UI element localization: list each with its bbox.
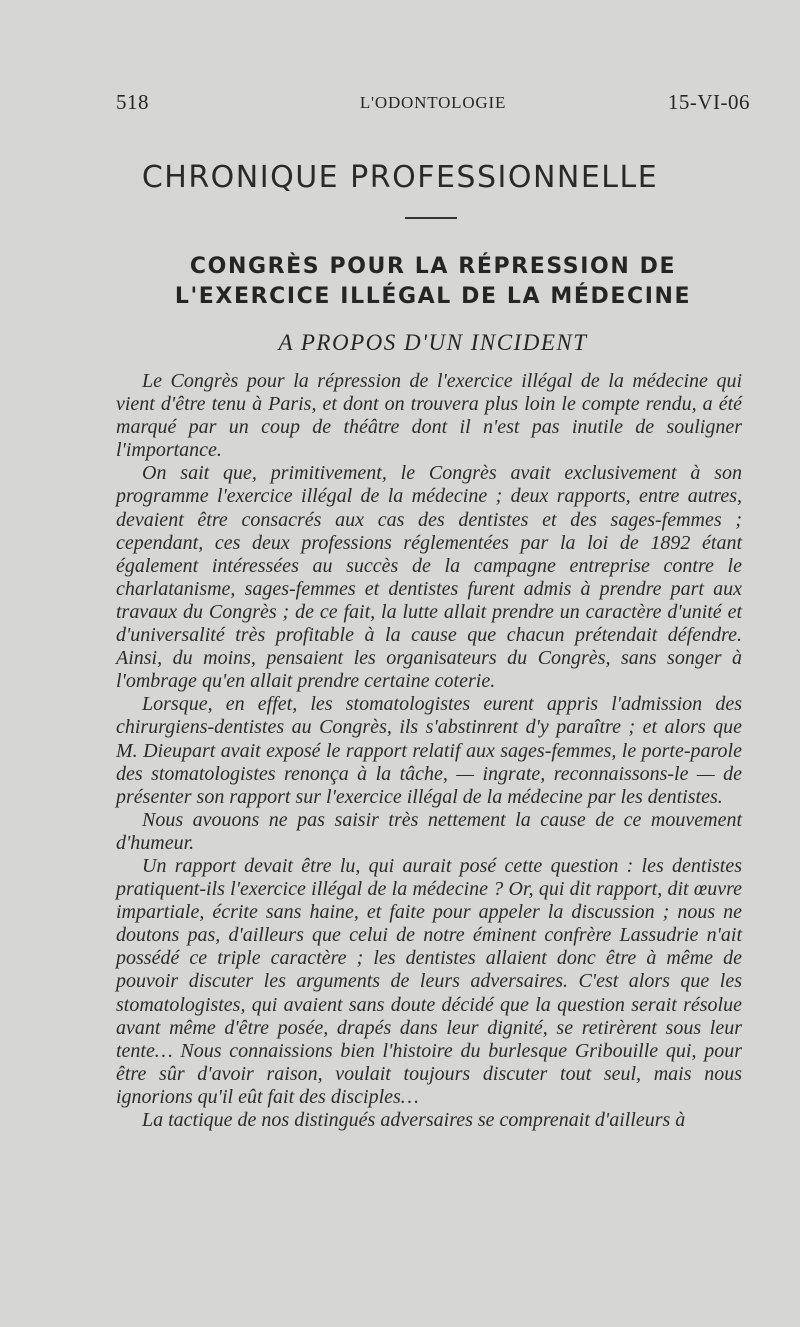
paragraph: On sait que, primitivement, le Congrès avait exclusivement à son programme l'exercice illégal de la médecine ; deux rapports, entre autres, devaient être consacrés aux cas des dentistes et des sages-femmes ; cependant, ces deux professions réglementées par la loi de 1892 étant également intéressées au succès de la campagne entreprise contre le charlatanisme, sages-femmes et dentistes furent admis à prendre part aux travaux du Congrès ; de ce fait, la lutte allait prendre un caractère d'unité et d'universalité très profitable à la cause que chacun prétendait défendre. Ainsi, du moins, pensaient les organisateurs du Congrès, sans songer à l'ombrage qu'en allait prendre certaine coterie.	[116, 462, 742, 693]
running-head	[116, 90, 750, 120]
paragraph: Le Congrès pour la répression de l'exercice illégal de la médecine qui vient d'être tenu à Paris, et dont on trouvera plus loin le compte rendu, a été marqué par un coup de théâtre dont il n'est pas inutile de souligner l'importance.	[116, 370, 742, 462]
paragraph: La tactique de nos distingués adversaires se comprenait d'ailleurs à	[142, 1109, 686, 1131]
issue-date: 15-VI-06	[667, 90, 750, 114]
paragraph: Lorsque, en effet, les stomatologistes eurent appris l'admission des chirurgiens-dentistes au Congrès, ils s'abstinrent d'y paraître ; et alors que M. Dieupart avait exposé le rapport relatif aux sages-femmes, le porte-parole des stomatologistes renonça à la tâche, — ingrate, reconnaissons-le — de présenter son rapport sur l'exercice illégal de la médecine par les dentistes.	[116, 693, 742, 808]
paragraph: Nous avouons ne pas saisir très nettement la cause de ce mouvement d'humeur.	[116, 808, 742, 854]
title-rule	[405, 217, 457, 219]
article-title-line-1: CONGRÈS POUR LA RÉPRESSION DE	[189, 254, 677, 279]
section-title: CHRONIQUE PROFESSIONNELLE	[141, 160, 659, 195]
article-body	[116, 370, 742, 1132]
page-number: 518	[116, 90, 149, 114]
article-title-line-2: L'EXERCICE ILLÉGAL DE LA MÉDECINE	[174, 284, 692, 309]
journal-name: L'ODONTOLOGIE	[359, 93, 507, 112]
paragraph: Un rapport devait être lu, qui aurait posé cette question : les dentistes pratiquent-ils l'exercice illégal de la médecine ? Or, qui dit rapport, dit œuvre impartiale, écrite sans haine, et faite pour appeler la discussion ; nous ne doutons pas, d'ailleurs que celui de notre éminent confrère Lassudrie n'ait possédé ce triple caractère ; les dentistes allaient donc être à même de pouvoir discuter les arguments de leurs adversaires. C'est alors que les stomatologistes, qui avaient sans doute décidé que la question serait résolue avant même d'être posée, drapés dans leur dignité, se retirèrent sous leur tente… Nous connaissions bien l'histoire du burlesque Gribouille qui, pour être sûr d'avoir raison, voulait toujours discuter tout seul, mais nous ignorions qu'il eût fait des disciples…	[116, 854, 742, 1108]
article-subtitle: A PROPOS D'UN INCIDENT	[278, 330, 588, 355]
article-title	[0, 252, 800, 312]
